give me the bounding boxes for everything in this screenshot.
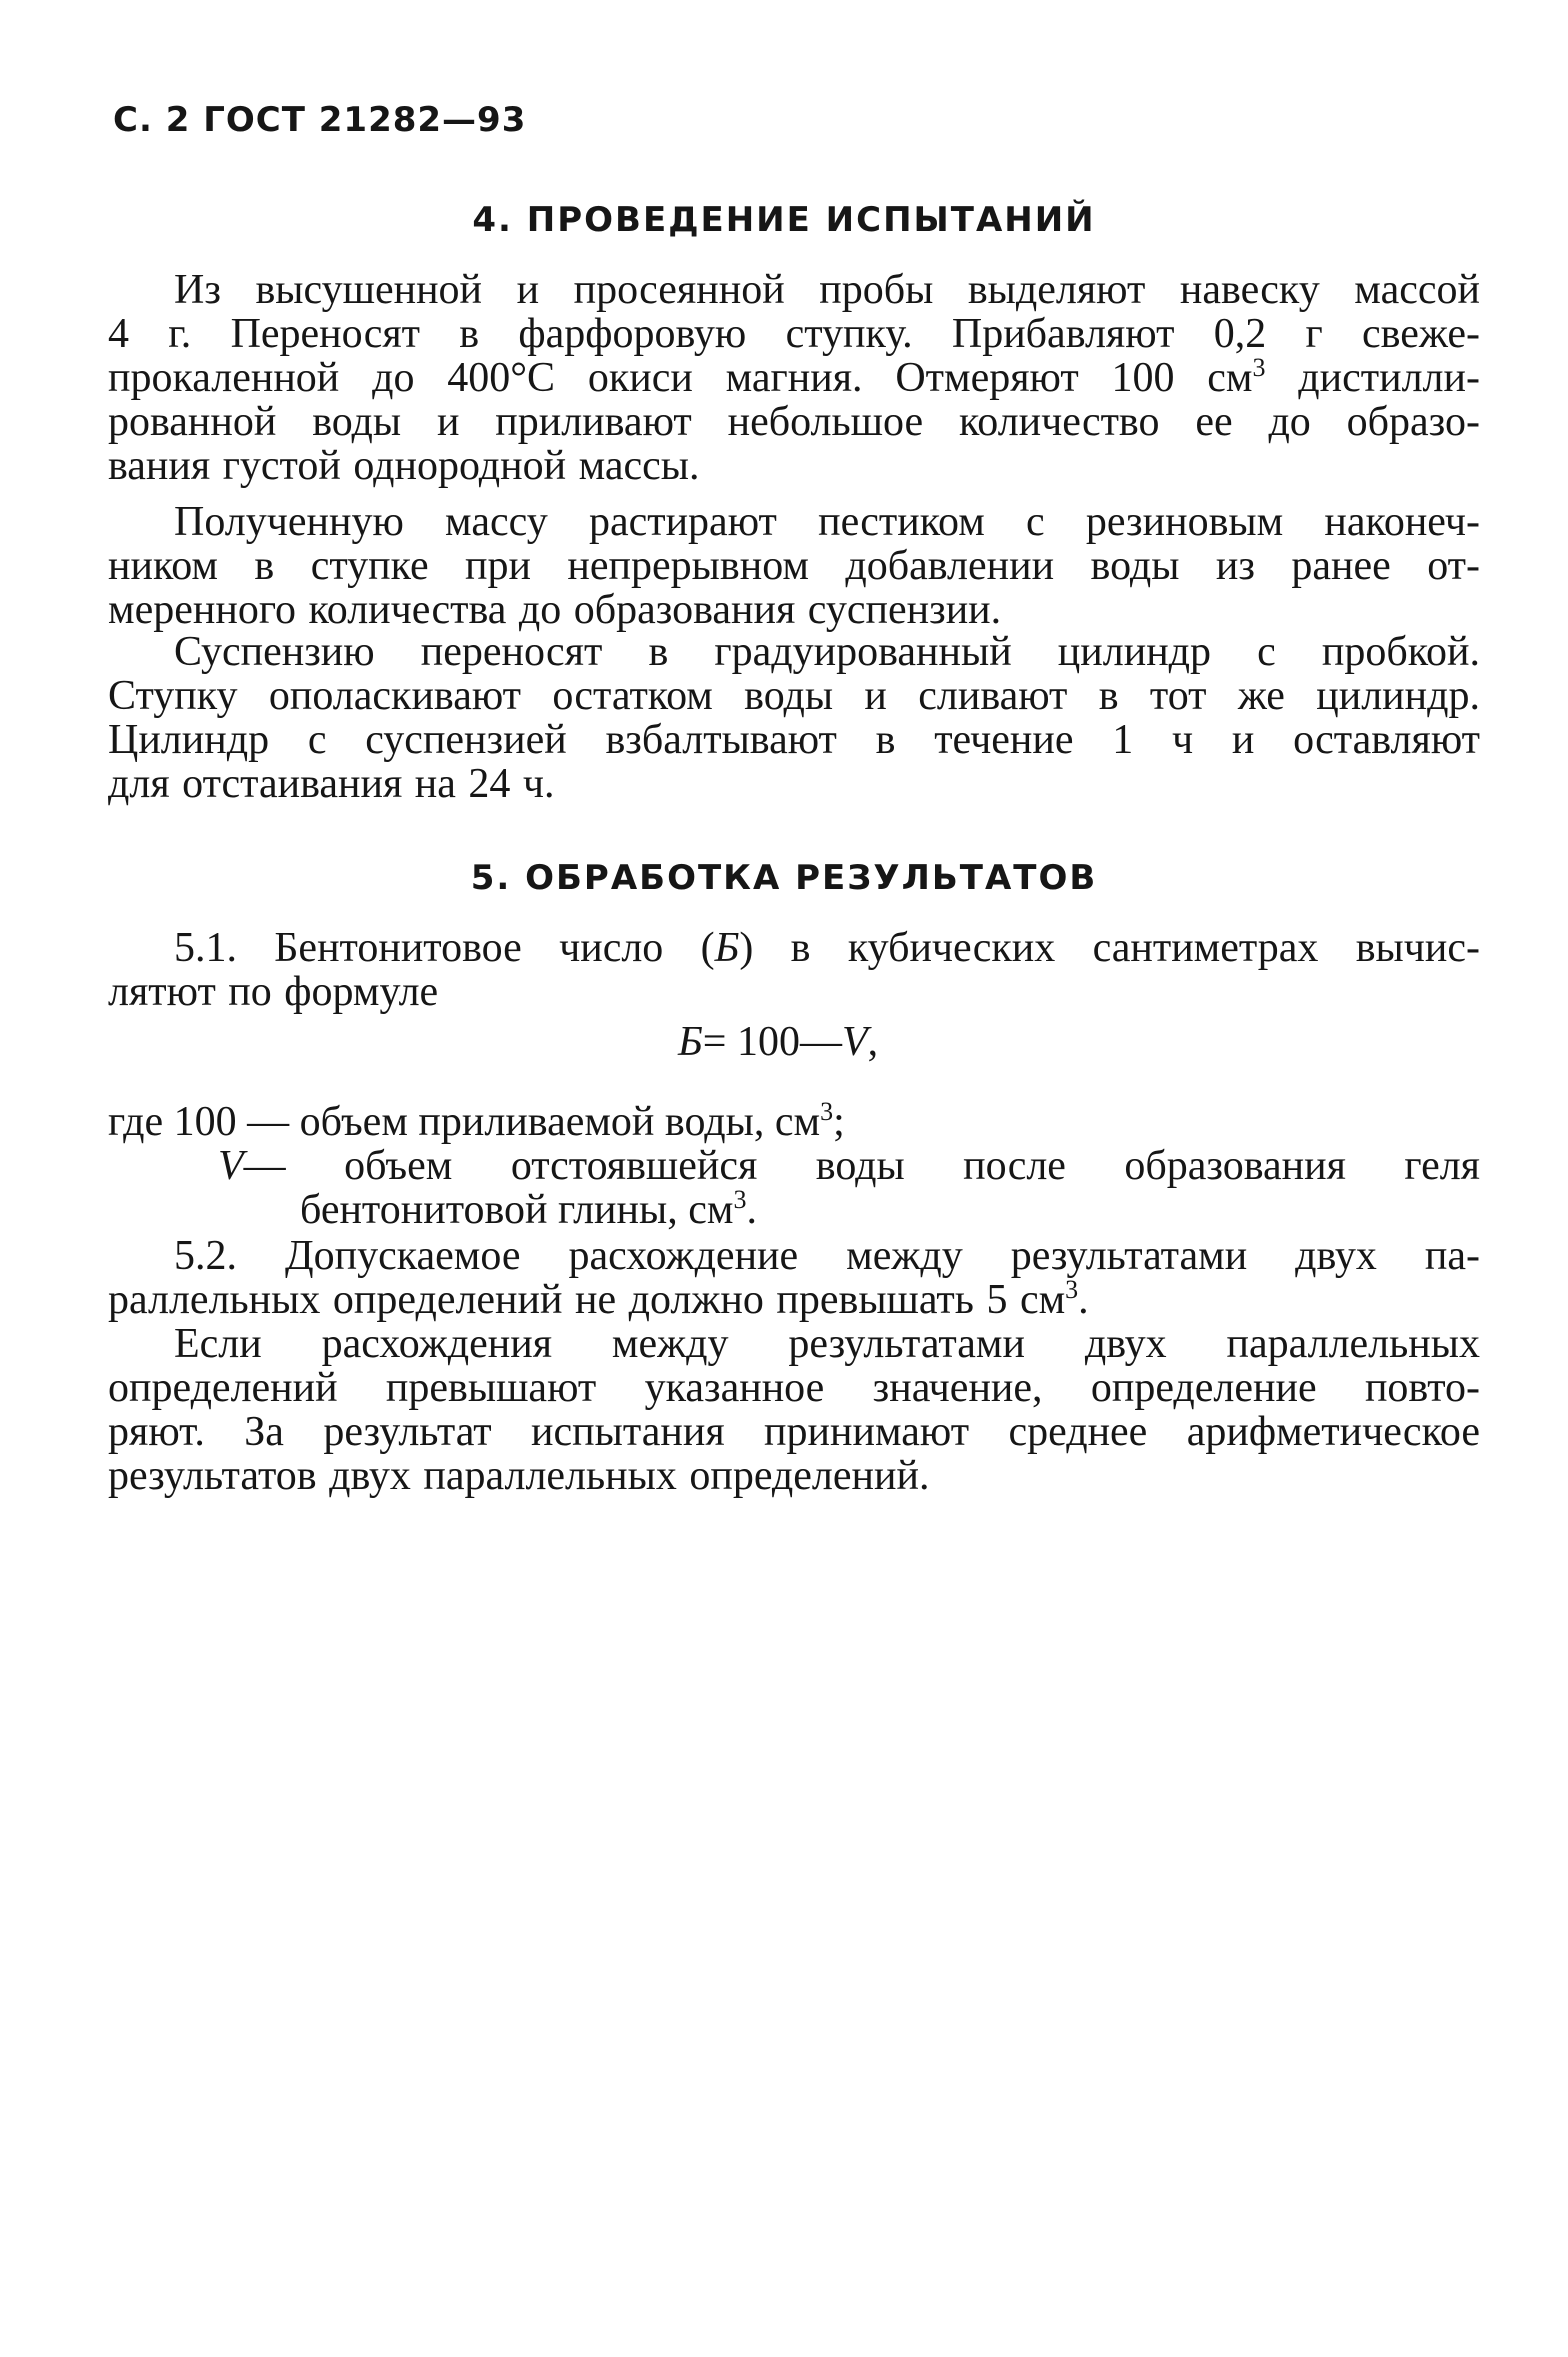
- text-line: Суспензию переносят в градуированный цилиндр с пробкой.: [174, 629, 1480, 675]
- formula-text: = 100—: [702, 1019, 842, 1065]
- formula-end: ,: [867, 1019, 879, 1065]
- text-line: меренного количества до образования суспензии.: [108, 587, 1002, 633]
- symbol-b: Б: [714, 925, 740, 971]
- section-5-title: 5. ОБРАБОТКА РЕЗУЛЬТАТОВ: [470, 858, 1098, 898]
- text-line: ником в ступке при непрерывном добавлении воды из ранее от-: [108, 543, 1480, 589]
- where-line-3: [300, 1185, 757, 1233]
- text-line: Полученную массу растирают пестиком с резиновым наконеч-: [174, 499, 1480, 545]
- text-line: [108, 926, 1480, 970]
- text-fragment: прокаленной до 400°С окиси магния. Отмеряют 100 см: [108, 355, 1253, 401]
- text-fragment: бентонитовой глины, см: [300, 1187, 734, 1233]
- text-fragment: .: [1078, 1277, 1089, 1323]
- section-4-title: 4. ПРОВЕДЕНИЕ ИСПЫТАНИЙ: [472, 200, 1096, 240]
- where-line-1: [108, 1097, 845, 1145]
- text-line: лятют по формуле: [108, 969, 439, 1015]
- where-line-2: [218, 1144, 1480, 1188]
- text-fragment: дистилли-: [1265, 355, 1480, 401]
- text-fragment: — объем отстоявшейся воды после образования геля: [243, 1143, 1480, 1189]
- section-5-3-paragraph: [108, 1322, 1480, 1498]
- text-fragment: раллельных определений не должно превышать 5 см: [108, 1277, 1066, 1323]
- text-line: [108, 353, 1480, 401]
- superscript: 3: [1252, 353, 1266, 382]
- section-5-1-paragraph: [108, 926, 1480, 1014]
- section-5-2-paragraph: [108, 1234, 1480, 1322]
- text-fragment: ) в кубических сантиметрах вычис-: [739, 925, 1480, 971]
- section-4-paragraph-2: [108, 500, 1480, 632]
- text-line: [108, 1275, 1480, 1323]
- text-line: вания густой однородной массы.: [108, 443, 700, 489]
- text-line: Цилиндр с суспензией взбалтывают в течение 1 ч и оставляют: [108, 717, 1480, 763]
- superscript: 3: [1065, 1275, 1079, 1304]
- text-fragment: ;: [833, 1099, 845, 1145]
- section-4-paragraph-1: [108, 268, 1480, 488]
- text-line: Из высушенной и просеянной пробы выделяют навеску массой: [174, 267, 1480, 313]
- text-fragment: где 100 — объем приливаемой воды, см: [108, 1099, 821, 1145]
- text-line: ряют. За результат испытания принимают среднее арифметическое: [108, 1409, 1480, 1455]
- text-line: 4 г. Переносят в фарфоровую ступку. Прибавляют 0,2 г свеже-: [108, 311, 1480, 357]
- text-line: Если расхождения между результатами двух параллельных: [174, 1321, 1480, 1367]
- section-4-paragraph-3: [108, 630, 1480, 806]
- text-line: Ступку ополаскивают остатком воды и сливают в тот же цилиндр.: [108, 673, 1480, 719]
- text-line: результатов двух параллельных определений.: [108, 1453, 930, 1499]
- formula-symbol: Б: [678, 1019, 703, 1065]
- text-line: определений превышают указанное значение, определение повто-: [108, 1365, 1480, 1411]
- superscript: 3: [820, 1097, 834, 1126]
- superscript: 3: [733, 1185, 747, 1214]
- formula-variable: V: [841, 1019, 868, 1065]
- text-fragment: .: [746, 1187, 757, 1233]
- text-line: для отстаивания на 24 ч.: [108, 761, 555, 807]
- formula: [678, 1018, 878, 1066]
- text-line: 5.2. Допускаемое расхождение между результатами двух па-: [174, 1233, 1480, 1279]
- text-line: рованной воды и приливают небольшое количество ее до образо-: [108, 399, 1480, 445]
- where-variable: V: [218, 1143, 244, 1189]
- page-header: С. 2 ГОСТ 21282—93: [113, 100, 527, 140]
- text-fragment: 5.1. Бентонитовое число (: [174, 925, 715, 971]
